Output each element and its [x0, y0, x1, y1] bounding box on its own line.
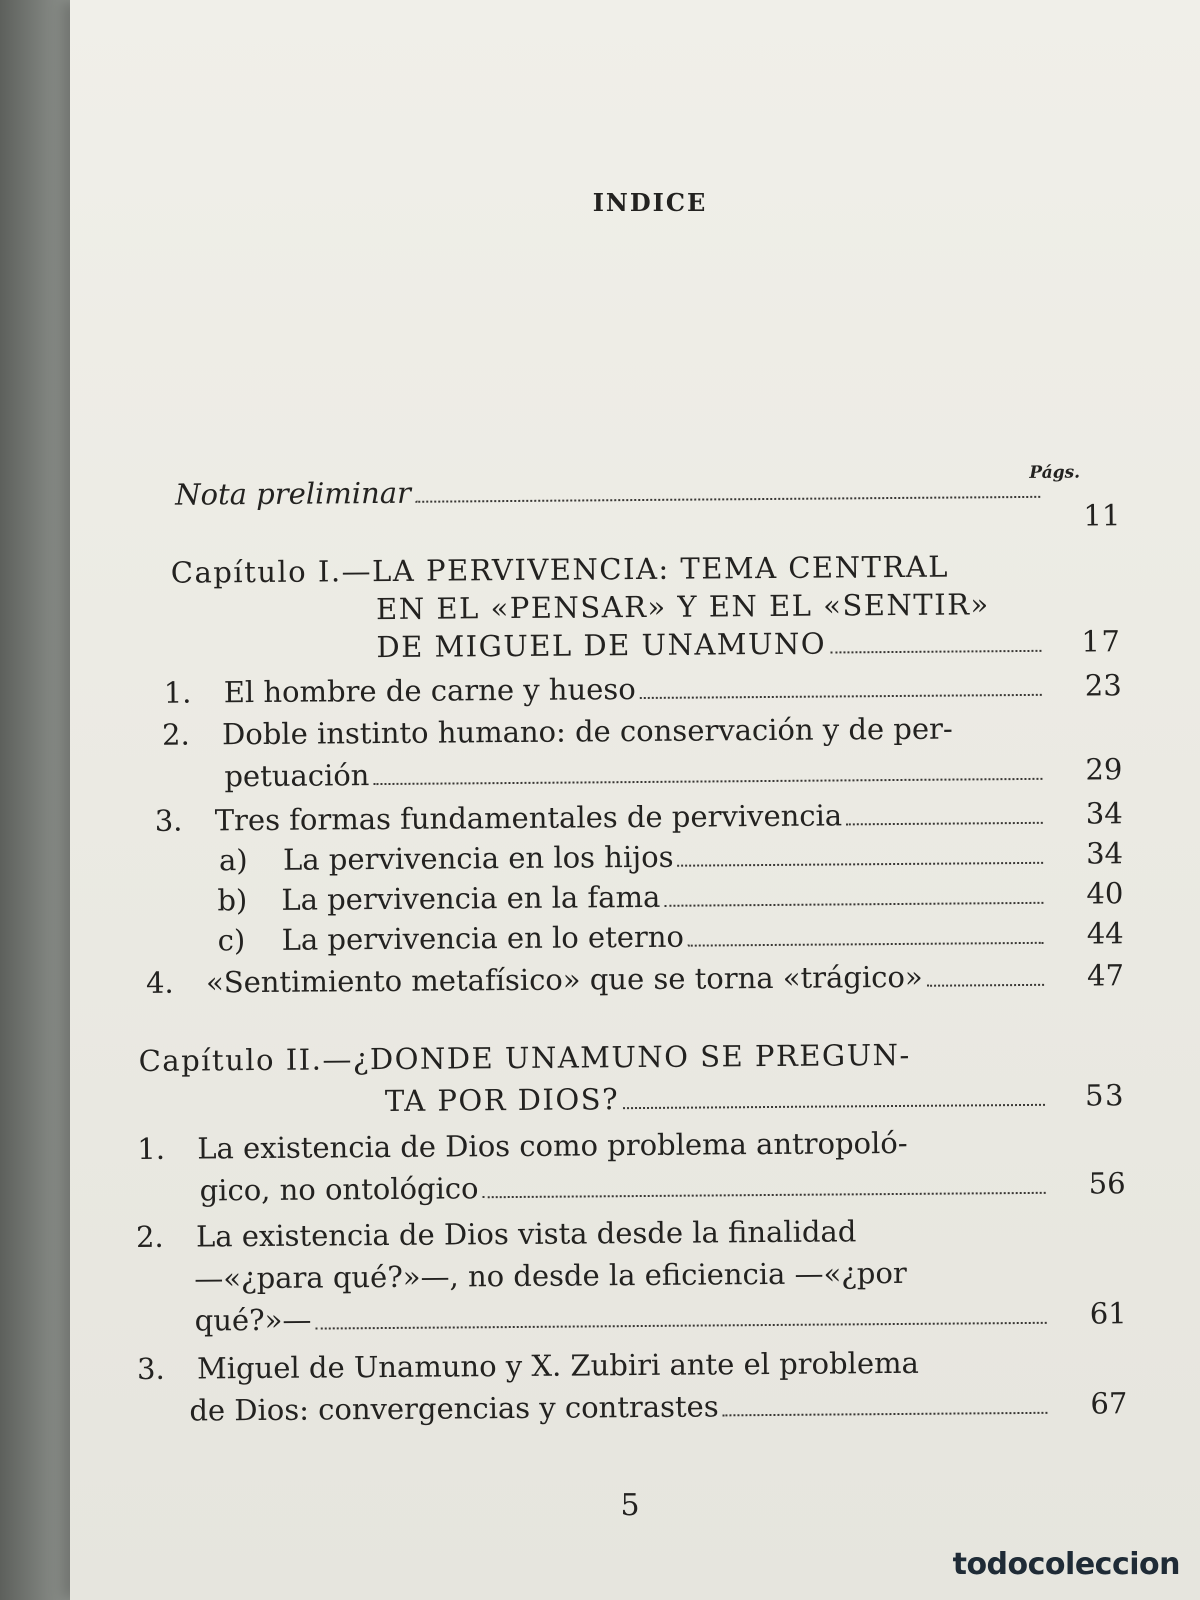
- item-label: Doble instinto humano: de conservación y de per-: [221, 711, 953, 752]
- subitem-label: La pervivencia en lo eterno: [281, 919, 685, 957]
- item-label: La existencia de Dios vista desde la finalidad: [195, 1214, 857, 1254]
- dot-leader: [846, 822, 1043, 826]
- item-page: 29: [1085, 752, 1123, 787]
- item-number: 2.: [135, 1219, 164, 1254]
- dot-leader: [723, 1412, 1048, 1417]
- dot-leader: [415, 496, 1040, 503]
- item-number: 4.: [145, 965, 174, 1000]
- item-number: 2.: [161, 717, 190, 752]
- subitem-page: 40: [1086, 876, 1124, 911]
- item-label-cont: gico, no ontológico: [199, 1171, 479, 1208]
- dot-leader: [927, 984, 1044, 987]
- item-label-cont: petuación: [224, 758, 370, 794]
- chapter-2-line1: Capítulo II.—¿DONDE UNAMUNO SE PREGUN-: [138, 1037, 911, 1078]
- chapter-1-line2: EN EL «PENSAR» Y EN EL «SENTIR»: [375, 587, 990, 627]
- dot-leader: [315, 1322, 1046, 1330]
- item-label: La existencia de Dios como problema antropoló-: [197, 1125, 908, 1166]
- item-number: 1.: [137, 1131, 166, 1166]
- dot-leader: [664, 902, 1043, 907]
- item-number: 1.: [163, 675, 192, 710]
- watermark-logo: todocoleccion: [952, 1547, 1180, 1582]
- subitem-page: 44: [1086, 916, 1124, 951]
- page-number: 5: [620, 1488, 640, 1523]
- subitem-label: La pervivencia en la fama: [281, 879, 661, 917]
- item-label-cont: de Dios: convergencias y contrastes: [189, 1389, 719, 1428]
- subitem-label: La pervivencia en los hijos: [282, 839, 674, 877]
- item-label-cont: —«¿para qué?»—, no desde la eficiencia —«¿por: [194, 1255, 907, 1296]
- item-number: 3.: [136, 1351, 165, 1386]
- toc-entry-page: 11: [1083, 498, 1121, 533]
- dot-leader: [483, 1192, 1046, 1198]
- item-page: 56: [1088, 1166, 1126, 1201]
- subitem-letter: b): [217, 883, 248, 918]
- chapter-2-page: 53: [1084, 1078, 1126, 1113]
- index-title: INDICE: [592, 188, 708, 217]
- item-label-cont: qué?»—: [194, 1302, 312, 1338]
- item-page: 34: [1085, 796, 1123, 831]
- toc-entry-label: Nota preliminar: [175, 475, 412, 512]
- dot-leader: [623, 1104, 1045, 1109]
- item-label: El hombre de carne y hueso: [223, 672, 636, 710]
- subitem-letter: a): [218, 843, 248, 878]
- item-label: «Sentimiento metafísico» que se torna «trágico»: [205, 959, 923, 1000]
- pages-column-label: Págs.: [1029, 462, 1081, 483]
- subitem-letter: c): [217, 923, 246, 958]
- subitem-page: 34: [1086, 836, 1124, 871]
- item-page: 61: [1089, 1296, 1127, 1331]
- item-page: 67: [1090, 1386, 1128, 1421]
- item-page: 23: [1084, 668, 1122, 703]
- dot-leader: [640, 694, 1042, 699]
- chapter-1-line1: Capítulo I.—LA PERVIVENCIA: TEMA CENTRAL: [170, 549, 950, 590]
- item-label: Tres formas fundamentales de pervivencia: [214, 798, 843, 838]
- item-label: Miguel de Unamuno y X. Zubiri ante el problema: [196, 1345, 919, 1386]
- chapter-1-line3: DE MIGUEL DE UNAMUNO: [376, 626, 827, 665]
- dot-leader: [688, 942, 1044, 947]
- item-number: 3.: [154, 803, 183, 838]
- dot-leader: [373, 778, 1042, 785]
- chapter-1-page: 17: [1081, 624, 1122, 659]
- item-page: 47: [1086, 958, 1125, 993]
- chapter-2-line2: TA POR DIOS?: [384, 1082, 620, 1119]
- dot-leader: [678, 862, 1044, 867]
- dot-leader: [830, 650, 1041, 654]
